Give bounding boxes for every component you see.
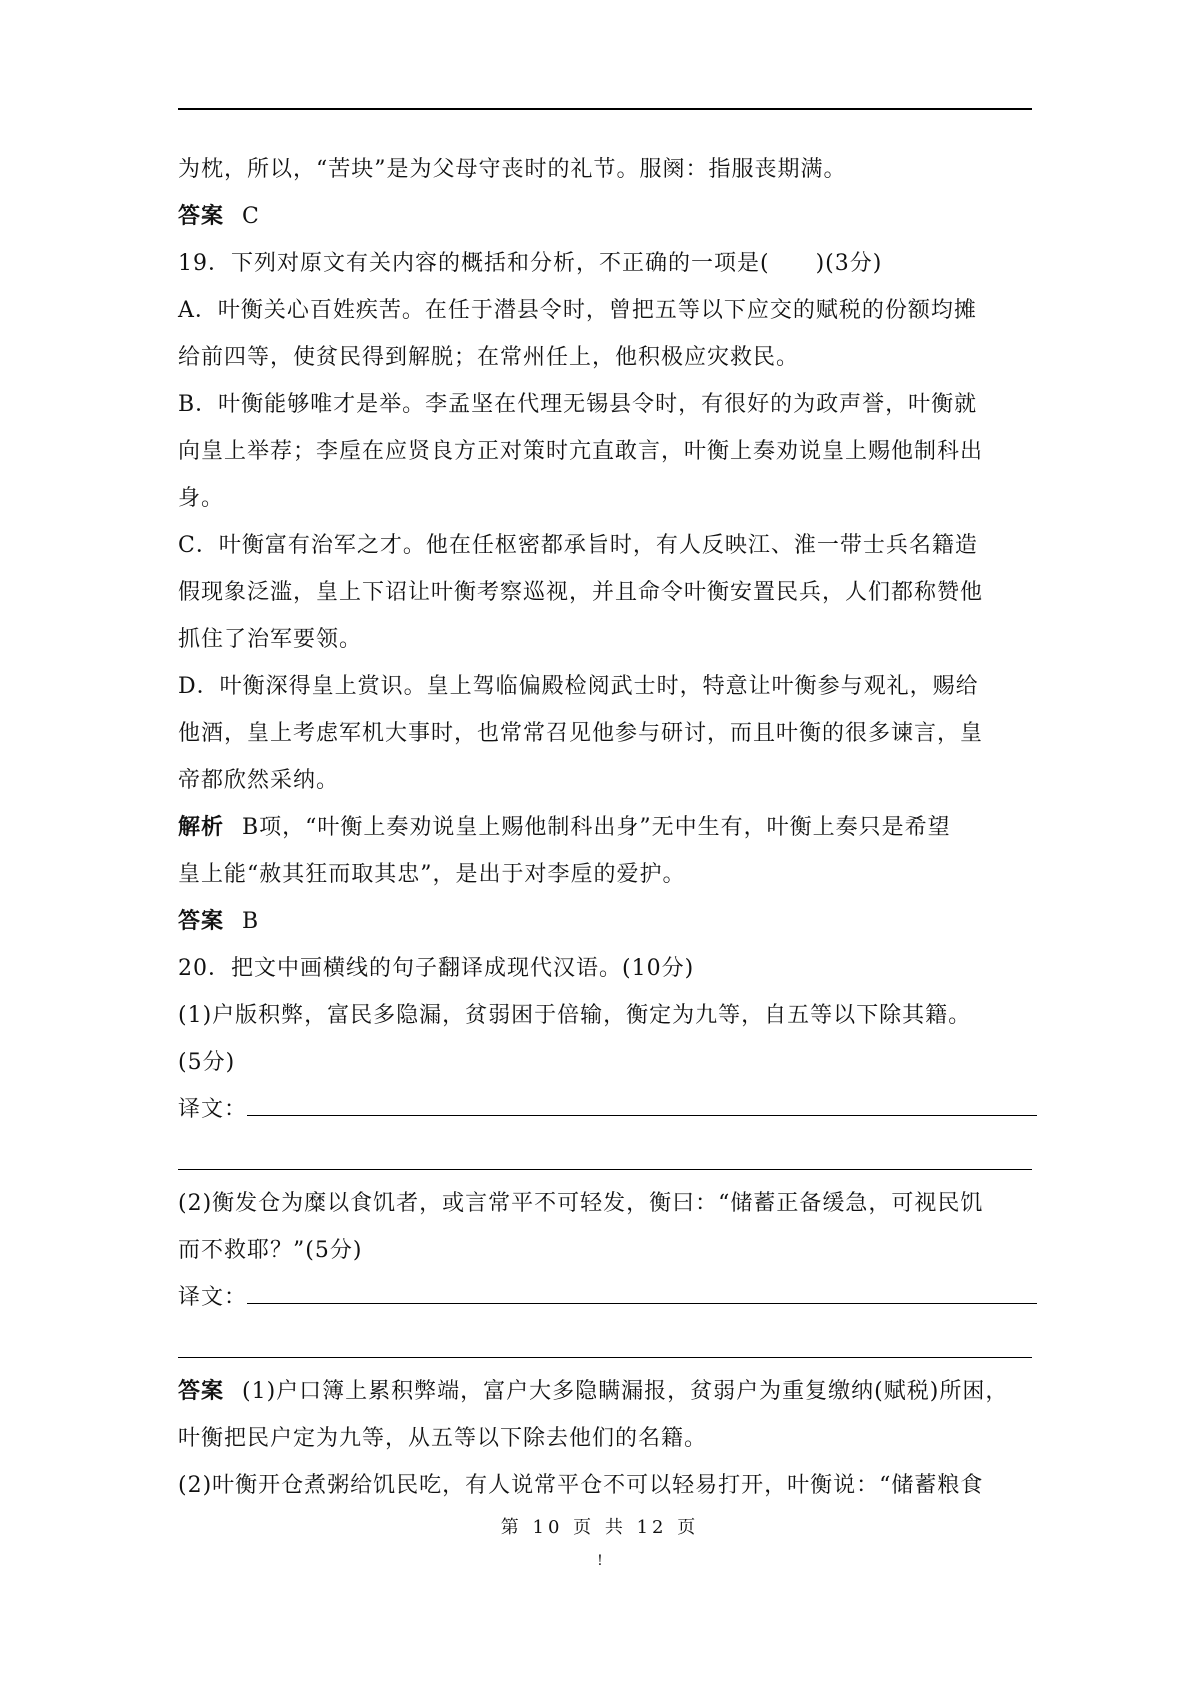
question-19: 19．下列对原文有关内容的概括和分析，不正确的一项是( )(3分) — [178, 251, 883, 276]
option-a: A．叶衡关心百姓疾苦。在任于潜县令时，曾把五等以下应交的赋税的份额均摊 — [178, 298, 977, 323]
text-line: (5分) — [178, 1050, 236, 1075]
text-line: 皇上能“赦其狂而取其忠”，是出于对李垕的爱护。 — [178, 862, 686, 887]
analysis-label: 解析 — [178, 815, 225, 840]
option-b: B．叶衡能够唯才是举。李孟坚在代理无锡县令时，有很好的为政声誉，叶衡就 — [178, 392, 978, 417]
question-20: 20．把文中画横线的句子翻译成现代汉语。(10分) — [178, 956, 695, 981]
answer-label: 答案 — [178, 204, 225, 229]
translation-line-2 — [178, 1274, 1032, 1321]
text-line: 叶衡把民户定为九等，从五等以下除去他们的名籍。 — [178, 1426, 708, 1451]
analysis-text: B项，“叶衡上奏劝说皇上赐他制科出身”无中生有，叶衡上奏只是希望 — [242, 815, 951, 840]
translation-label: 译文： — [178, 1097, 248, 1122]
text-line: 向皇上举荐；李垕在应贤良方正对策时亢直敢言，叶衡上奏劝说皇上赐他制科出 — [178, 439, 984, 464]
page-mark: ! — [597, 1553, 603, 1569]
option-c: C．叶衡富有治军之才。他在任枢密都承旨时，有人反映江、淮一带士兵名籍造 — [178, 533, 978, 558]
text-line: 身。 — [178, 486, 225, 511]
text-line: 帝都欣然采纳。 — [178, 768, 340, 793]
blank-rule — [178, 1321, 1032, 1368]
analysis-line — [178, 804, 1032, 851]
translation-blank — [247, 1283, 1037, 1304]
answer-line — [178, 898, 1032, 945]
page-footer: 第 10 页 共 12 页 — [500, 1517, 700, 1538]
option-d: D．叶衡深得皇上赏识。皇上驾临偏殿检阅武士时，特意让叶衡参与观礼，赐给 — [178, 674, 979, 699]
answer-text: (1)户口簿上累积弊端，富户大多隐瞒漏报，贫弱户为重复缴纳(赋税)所困， — [242, 1379, 1009, 1404]
text-line: 给前四等，使贫民得到解脱；在常州任上，他积极应灾救民。 — [178, 345, 800, 370]
answer-text: C — [242, 204, 260, 229]
text-line: 为枕，所以，“苦块”是为父母守丧时的礼节。服阕：指服丧期满。 — [178, 157, 847, 182]
answer-text: B — [242, 909, 260, 934]
text-line: 假现象泛滥，皇上下诏让叶衡考察巡视，并且命令叶衡安置民兵，人们都称赞他 — [178, 580, 984, 605]
answer-line — [178, 193, 1032, 240]
text-line: (2)叶衡开仓煮粥给饥民吃，有人说常平仓不可以轻易打开，叶衡说：“储蓄粮食 — [178, 1473, 984, 1498]
text-line: 而不救耶？”(5分) — [178, 1238, 363, 1263]
translation-line-1 — [178, 1086, 1032, 1133]
text-line: 他酒，皇上考虑军机大事时，也常常召见他参与研讨，而且叶衡的很多谏言，皇 — [178, 721, 984, 746]
header-rule — [178, 108, 1032, 110]
page-body — [178, 146, 1032, 1509]
sentence-2: (2)衡发仓为糜以食饥者，或言常平不可轻发，衡曰：“储蓄正备缓急，可视民饥 — [178, 1191, 984, 1216]
blank-rule — [178, 1133, 1032, 1180]
sentence-1: (1)户版积弊，富民多隐漏，贫弱困于倍输，衡定为九等，自五等以下除其籍。 — [178, 1003, 972, 1028]
answer-line — [178, 1368, 1032, 1415]
answer-label: 答案 — [178, 909, 225, 934]
translation-label: 译文： — [178, 1285, 248, 1310]
text-line: 抓住了治军要领。 — [178, 627, 363, 652]
answer-label: 答案 — [178, 1379, 225, 1404]
translation-blank — [247, 1095, 1037, 1116]
